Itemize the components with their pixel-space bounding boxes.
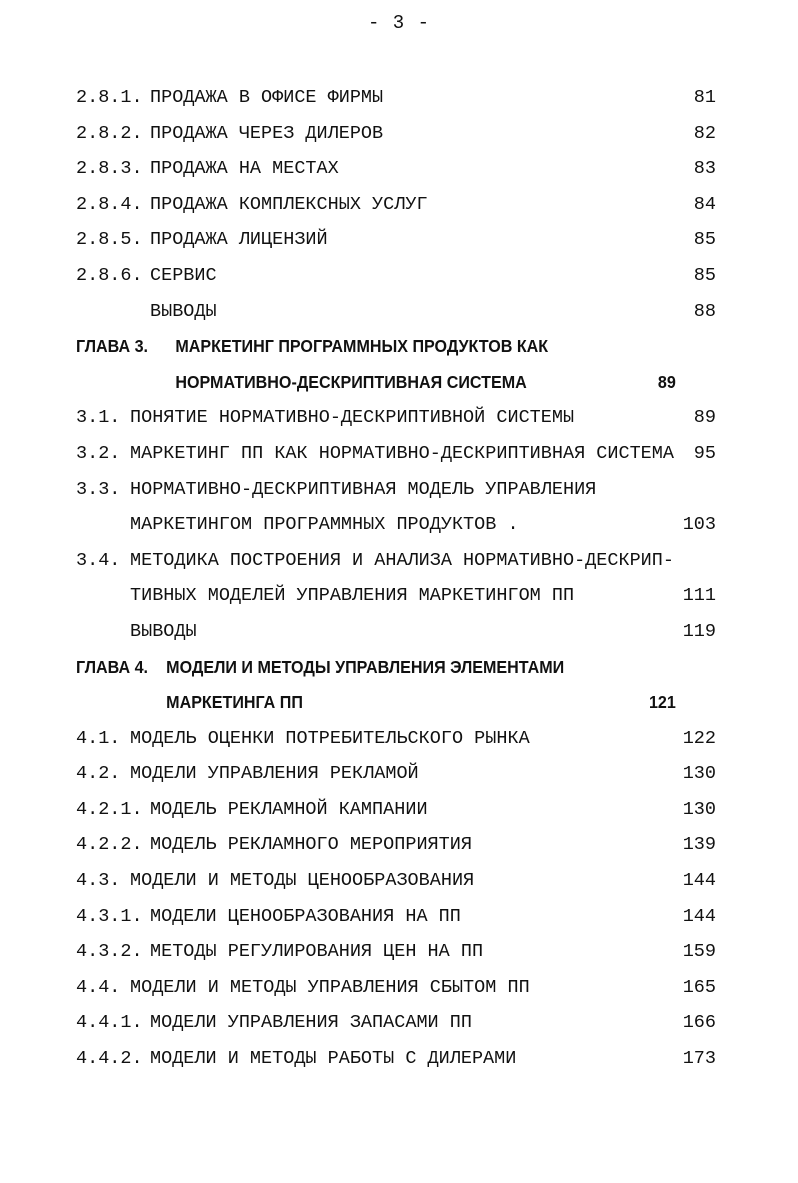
section-title: ВЫВОДЫ [150,300,217,322]
toc-entry [0,721,798,757]
section-number: 2.8.1. [76,87,143,108]
section-number: 4.2. [76,763,121,785]
toc-entry [0,756,798,792]
section-title: МОДЕЛИ ЦЕНООБРАЗОВАНИЯ НА ПП [150,905,461,927]
section-number: 2.8.2. [76,122,143,144]
section-number: 4.3.1. [76,905,143,927]
chapter-heading [6,329,740,365]
page-ref: 95 [693,442,716,464]
section-title: МАРКЕТИНГОМ ПРОГРАММНЫХ ПРОДУКТОВ . [130,514,519,536]
page-ref: 84 [693,193,716,215]
section-number: 4.4. [76,976,121,998]
page-ref: 83 [693,158,716,180]
page-ref: 89 [693,407,716,429]
chapter-title: МАРКЕТИНГА ПП [166,692,303,713]
section-number: 3.1. [76,407,121,429]
toc-entry [0,400,798,436]
chapter-heading [6,685,740,721]
section-number: 4.2.2. [76,834,143,856]
section-number: 3.4. [76,549,121,571]
page-ref: 103 [682,514,716,536]
chapter-number: ГЛАВА 4. [76,656,149,677]
section-title: МЕТОДИКА ПОСТРОЕНИЯ И АНАЛИЗА НОРМАТИВНО-ДЕСКРИП- [130,549,674,571]
toc-entry [0,578,798,614]
page-ref: 130 [682,763,716,785]
page-ref: 130 [682,798,716,820]
toc-entry [0,507,798,543]
section-title: МОДЕЛИ И МЕТОДЫ ЦЕНООБРАЗОВАНИЯ [130,870,475,892]
section-title: ПРОДАЖА В ОФИСЕ ФИРМЫ [150,87,384,108]
page-number: - 3 - [367,12,430,34]
section-number: 3.2. [76,442,121,464]
section-title: ПРОДАЖА ЛИЦЕНЗИЙ [150,229,328,251]
section-number: 3.3. [76,478,121,500]
page-ref: 119 [682,620,716,642]
chapter-number: ГЛАВА 3. [76,336,149,357]
toc-entry [0,436,798,472]
toc-entry [0,970,798,1006]
section-title: ПРОДАЖА НА МЕСТАХ [150,158,339,180]
toc-entry [0,543,798,579]
chapter-heading [6,365,740,401]
toc-entry [0,151,798,187]
section-title: ПРОДАЖА КОМПЛЕКСНЫХ УСЛУГ [150,193,428,215]
section-title: МЕТОДЫ РЕГУЛИРОВАНИЯ ЦЕН НА ПП [150,941,484,963]
section-title: МОДЕЛЬ ОЦЕНКИ ПОТРЕБИТЕЛЬСКОГО РЫНКА [130,727,530,749]
toc-entry [0,792,798,828]
page-ref: 85 [693,229,716,251]
section-title: МОДЕЛИ И МЕТОДЫ РАБОТЫ С ДИЛЕРАМИ [150,1048,517,1070]
section-number: 4.2.1. [76,798,143,820]
section-title: МОДЕЛЬ РЕКЛАМНОГО МЕРОПРИЯТИЯ [150,834,472,856]
page-ref: 82 [693,122,716,144]
section-title: МАРКЕТИНГ ПП КАК НОРМАТИВНО-ДЕСКРИПТИВНАЯ СИСТЕМА [130,442,674,464]
section-title: СЕРВИС [150,264,217,286]
section-title: НОРМАТИВНО-ДЕСКРИПТИВНАЯ МОДЕЛЬ УПРАВЛЕНИЯ [130,478,597,500]
toc-entry [0,1005,798,1041]
chapter-title: НОРМАТИВНО-ДЕСКРИПТИВНАЯ СИСТЕМА [175,371,527,392]
section-number: 4.3.2. [76,941,143,963]
page-ref: 89 [657,371,676,392]
toc-entry [0,258,798,294]
toc-entry [0,934,798,970]
toc-entry [0,1041,798,1077]
section-title: МОДЕЛИ УПРАВЛЕНИЯ РЕКЛАМОЙ [130,763,419,785]
section-title: МОДЕЛЬ РЕКЛАМНОЙ КАМПАНИИ [150,798,428,820]
page-ref: 173 [682,1048,716,1070]
section-title: ПРОДАЖА ЧЕРЕЗ ДИЛЕРОВ [150,122,384,144]
page-ref: 121 [648,692,676,713]
page-ref: 144 [682,905,716,927]
toc-entry [0,472,798,508]
chapter-title: МОДЕЛИ И МЕТОДЫ УПРАВЛЕНИЯ ЭЛЕМЕНТАМИ [166,656,565,677]
section-title: МОДЕЛИ УПРАВЛЕНИЯ ЗАПАСАМИ ПП [150,1012,472,1034]
toc-entry [0,899,798,935]
section-number: 2.8.6. [76,264,143,286]
section-title: ВЫВОДЫ [130,620,197,642]
page-ref: 111 [682,585,716,607]
section-number: 2.8.5. [76,229,143,251]
toc-entry [0,863,798,899]
toc-entry [0,614,798,650]
toc-entry [0,222,798,258]
page-ref: 85 [693,264,716,286]
table-of-contents [0,80,798,1077]
section-number: 4.4.1. [76,1012,143,1034]
page-ref: 81 [693,87,716,108]
section-title: МОДЕЛИ И МЕТОДЫ УПРАВЛЕНИЯ СБЫТОМ ПП [130,976,530,998]
section-number: 2.8.4. [76,193,143,215]
page-ref: 166 [682,1012,716,1034]
chapter-heading [6,650,740,686]
page-ref: 122 [682,727,716,749]
toc-entry [0,80,798,116]
section-title: ПОНЯТИЕ НОРМАТИВНО-ДЕСКРИПТИВНОЙ СИСТЕМЫ [130,407,575,429]
page-ref: 165 [682,976,716,998]
toc-entry [0,116,798,152]
page-ref: 139 [682,834,716,856]
chapter-title: МАРКЕТИНГ ПРОГРАММНЫХ ПРОДУКТОВ КАК [175,336,549,357]
section-number: 2.8.3. [76,158,143,180]
page-ref: 88 [693,300,716,322]
page-ref: 144 [682,870,716,892]
toc-entry [0,827,798,863]
page-ref: 159 [682,941,716,963]
section-title: ТИВНЫХ МОДЕЛЕЙ УПРАВЛЕНИЯ МАРКЕТИНГОМ ПП [130,585,575,607]
section-number: 4.1. [76,727,121,749]
section-number: 4.3. [76,870,121,892]
toc-entry [0,187,798,223]
section-number: 4.4.2. [76,1048,143,1070]
toc-entry [0,294,798,330]
